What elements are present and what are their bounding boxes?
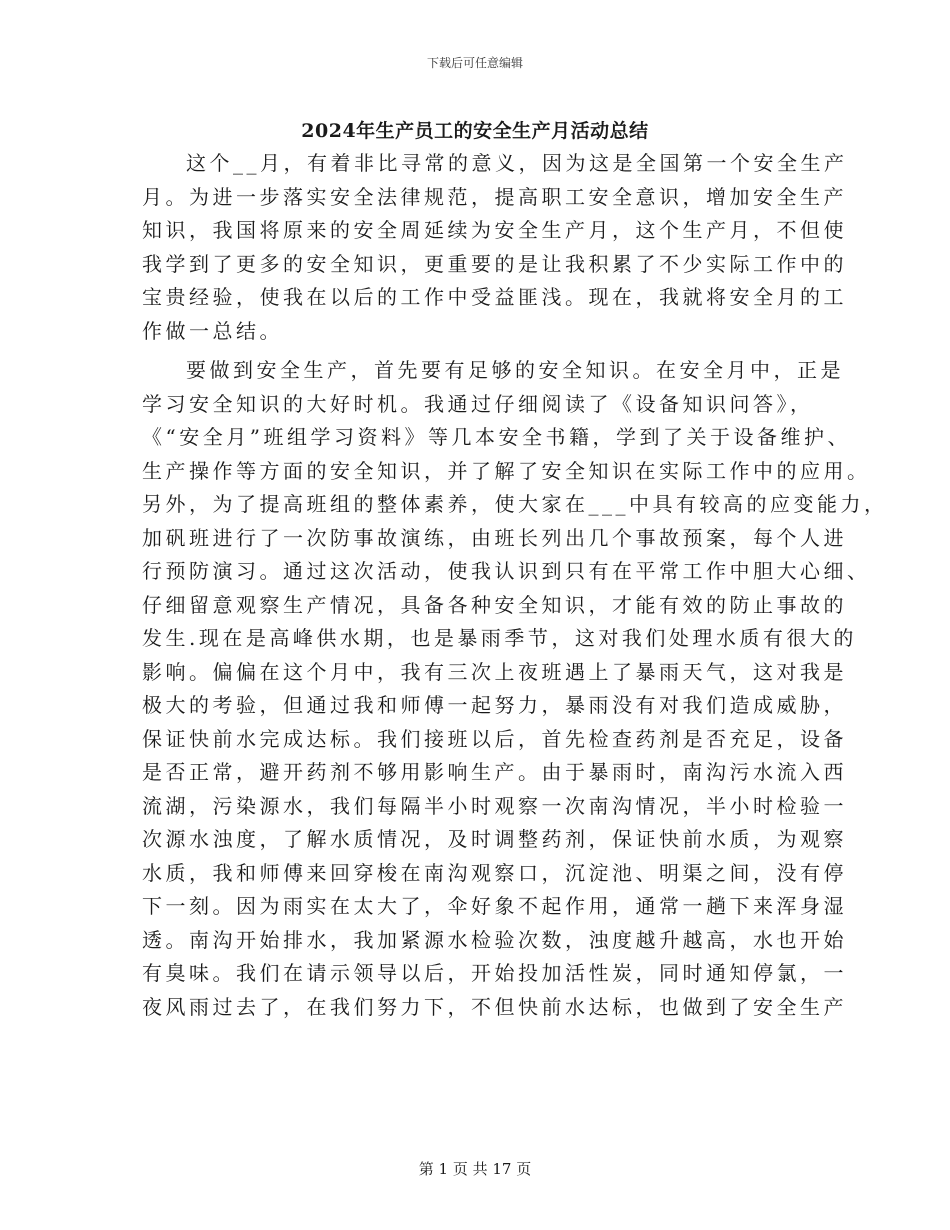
text-line: 影响。偏偏在这个月中，我有三次上夜班遇上了暴雨天气，这对我是	[142, 659, 847, 684]
text-line: 流湖，污染源水，我们每隔半小时观察一次南沟情况，半小时检验一	[142, 793, 847, 818]
text-line: 极大的考验，但通过我和师傅一起努力，暴雨没有对我们造成威胁，	[142, 693, 847, 717]
text-line: 另外，为了提高班组的整体素养，使大家在___中具有较高的应变能力，	[142, 492, 888, 516]
page-number-footer: 第 1 页 共 17 页	[418, 1160, 532, 1178]
text-line: 我学到了更多的安全知识，更重要的是让我积累了不少实际工作中的	[142, 251, 847, 276]
text-line: 透。南沟开始排水，我加紧源水检验次数，浊度越升越高，水也开始	[142, 927, 847, 952]
text-line: 宝贵经验，使我在以后的工作中受益匪浅。现在，我就将安全月的工	[142, 285, 847, 309]
text-line: 这个__月，有着非比寻常的意义，因为这是全国第一个安全生产	[186, 151, 848, 175]
text-line: 生产操作等方面的安全知识，并了解了安全知识在实际工作中的应用。	[142, 458, 871, 483]
text-line: 下一刻。因为雨实在太大了，伞好象不起作用，通常一趟下来浑身湿	[142, 894, 847, 918]
text-line: 有臭味。我们在请示领导以后，开始投加活性炭，同时通知停氯，一	[142, 961, 847, 985]
paragraph-1	[142, 147, 848, 348]
paragraph-2	[142, 354, 888, 1024]
text-line: 是否正常，避开药剂不够用影响生产。由于暴雨时，南沟污水流入西	[142, 760, 847, 784]
text-line: 要做到安全生产，首先要有足够的安全知识。在安全月中，正是	[186, 358, 844, 382]
text-line: 知识，我国将原来的安全周延续为安全生产月，这个生产月，不但使	[142, 218, 847, 242]
text-line: 次源水浊度，了解水质情况，及时调整药剂，保证快前水质，为观察	[142, 827, 847, 851]
document-body	[142, 147, 888, 1024]
header-note: 下载后可任意编辑	[426, 56, 523, 70]
text-line: 夜风雨过去了，在我们努力下，不但快前水达标，也做到了安全生产	[142, 994, 847, 1019]
text-line: 学习安全知识的大好时机。我通过仔细阅读了《设备知识问答》，	[142, 391, 814, 416]
document-title: 2024年生产员工的安全生产月活动总结	[301, 120, 649, 142]
text-line: 水质，我和师傅来回穿梭在南沟观察口，沉淀池、明渠之间，没有停	[142, 860, 847, 885]
text-line: 仔细留意观察生产情况，具备各种安全知识，才能有效的防止事故的	[142, 592, 847, 617]
text-line: 加矾班进行了一次防事故演练，由班长列出几个事故预案，每个人进	[142, 525, 847, 550]
text-line: 行预防演习。通过这次活动，使我认识到只有在平常工作中胆大心细、	[142, 559, 871, 583]
text-line: 发生.现在是高峰供水期，也是暴雨季节，这对我们处理水质有很大的	[142, 626, 857, 650]
text-line: 《“安全月”班组学习资料》等几本安全书籍，学到了关于设备维护、	[142, 425, 851, 449]
text-line: 月。为进一步落实安全法律规范，提高职工安全意识，增加安全生产	[142, 184, 847, 209]
text-line: 作做一总结。	[142, 318, 283, 343]
text-line: 保证快前水完成达标。我们接班以后，首先检查药剂是否充足，设备	[142, 726, 847, 751]
